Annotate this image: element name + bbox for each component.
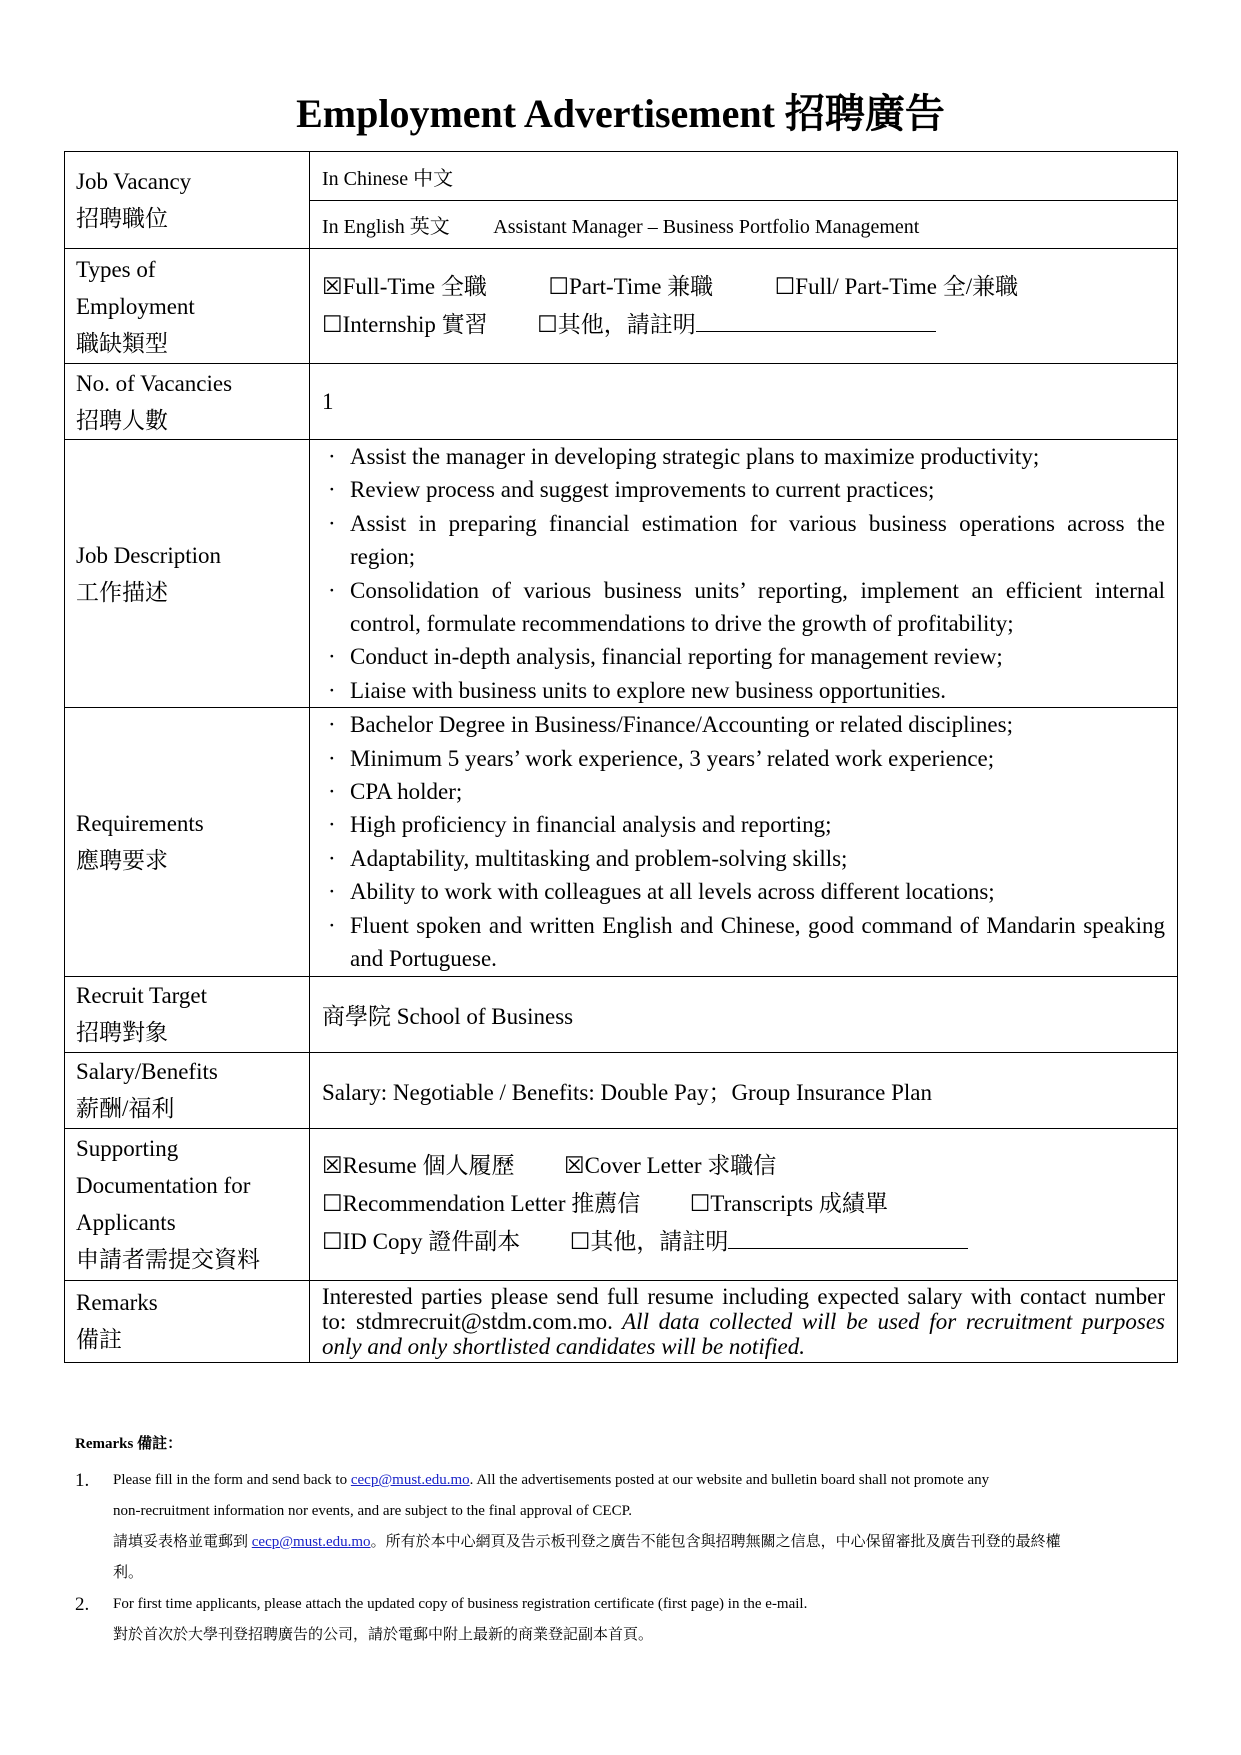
vacancies-label: [65, 364, 310, 440]
page-title: Employment Advertisement 招聘廣告: [296, 91, 945, 136]
documentation-label: [65, 1128, 310, 1280]
job-description-content: [310, 440, 1178, 708]
documentation-label-en-1: Supporting: [76, 1136, 179, 1161]
list-item: · Conduct in-depth analysis, financial reporting for management review;: [328, 644, 1003, 670]
in-chinese-label: In Chinese 中文: [322, 167, 454, 190]
job-vacancy-label-en: Job Vacancy: [76, 169, 192, 194]
recruit-target-label: [65, 976, 310, 1052]
salary-label-zh: 薪酬/福利: [76, 1096, 175, 1121]
documentation-label-zh: 申請者需提交資料: [76, 1247, 260, 1272]
vacancies-value: 1: [310, 364, 1178, 440]
remarks-label: [65, 1280, 310, 1362]
footer-heading: Remarks 備註：: [75, 1436, 183, 1452]
list-item: · Adaptability, multitasking and problem-solving skills;: [328, 845, 848, 871]
transcripts-checkbox[interactable]: ☐Transcripts 成績單: [689, 1191, 888, 1216]
other-document-checkbox[interactable]: ☐其他，請註明: [569, 1229, 729, 1254]
note-1-zh-c: 利。: [113, 1565, 144, 1581]
part-time-checkbox[interactable]: ☐Part-Time 兼職: [548, 274, 714, 299]
vacancies-label-en: No. of Vacancies: [76, 370, 233, 396]
note-1-text-c: non-recruitment information nor events, and are subject to the final approval of CECP.: [113, 1503, 633, 1519]
note-1-text-a: Please fill in the form and send back to: [113, 1472, 351, 1488]
list-item: · Assist in preparing financial estimation for various business operations across the region;: [328, 510, 1165, 570]
recommendation-letter-checkbox[interactable]: ☐Recommendation Letter 推薦信: [322, 1191, 641, 1216]
list-item: · CPA holder;: [328, 779, 463, 805]
other-type-checkbox[interactable]: ☐其他，請註明: [537, 312, 696, 337]
recruit-email: stdmrecruit@stdm.com.mo.: [355, 1308, 613, 1334]
remarks-text: Interested parties please send full resume including expected salary with contact number to:: [322, 1283, 1165, 1334]
cecp-email-link-zh[interactable]: cecp@must.edu.mo: [251, 1534, 371, 1550]
requirements-label-en: Requirements: [76, 810, 204, 836]
documentation-label-en-3: Applicants: [76, 1210, 176, 1235]
list-item: · High proficiency in financial analysis and reporting;: [328, 812, 832, 838]
job-vacancy-label: [65, 152, 310, 249]
recruit-target-label-en: Recruit Target: [76, 983, 208, 1008]
requirements-label-zh: 應聘要求: [76, 847, 168, 873]
list-item: · Assist the manager in developing strategic plans to maximize productivity;: [328, 444, 1040, 469]
job-description-label-zh: 工作描述: [76, 579, 168, 605]
salary-value: Salary: Negotiable / Benefits: Double Pay；Group Insurance Plan: [310, 1052, 1178, 1128]
employment-type-label-en-1: Types of: [76, 256, 156, 282]
employment-type-options: [310, 249, 1178, 364]
full-time-checkbox[interactable]: ☒Full-Time 全職: [322, 274, 487, 299]
id-copy-checkbox[interactable]: ☐ID Copy 證件副本: [322, 1229, 521, 1254]
salary-label-en: Salary/Benefits: [76, 1059, 218, 1084]
documentation-label-en-2: Documentation for: [76, 1173, 251, 1198]
note-1-zh-a: 請填妥表格並電郵到: [113, 1534, 252, 1550]
note-2-text: For first time applicants, please attach the updated copy of business registration certificate (first page) in the e-mail.: [113, 1596, 808, 1612]
full-part-time-checkbox[interactable]: ☐Full/ Part-Time 全/兼職: [774, 274, 1019, 299]
employment-type-label-en-2: Employment: [76, 293, 195, 319]
other-type-input[interactable]: [696, 307, 936, 332]
recruit-target-label-zh: 招聘對象: [76, 1020, 168, 1045]
documentation-options: [310, 1128, 1178, 1280]
job-description-label: [65, 440, 310, 708]
requirements-content: [310, 708, 1178, 976]
in-english-value: Assistant Manager – Business Portfolio Management: [493, 216, 920, 238]
note-1-text-b: . All the advertisements posted at our website and bulletin board shall not promote any: [469, 1472, 990, 1488]
internship-checkbox[interactable]: ☐Internship 實習: [322, 312, 488, 337]
privacy-note: All data collected will be used for recruitment purposes only and only shortlisted candidates will be notified.: [322, 1308, 1166, 1359]
list-item: · Liaise with business units to explore new business opportunities.: [328, 677, 947, 703]
employment-type-label: [65, 249, 310, 364]
remarks-label-en: Remarks: [76, 1290, 158, 1315]
list-item: · Review process and suggest improvements to current practices;: [328, 477, 935, 503]
footer-notes: [75, 1432, 1175, 1651]
requirements-label: [65, 708, 310, 976]
job-description-label-en: Job Description: [76, 542, 222, 568]
note-1-zh-b: 。所有於本中心網頁及告示板刊登之廣告不能包含與招聘無關之信息，中心保留審批及廣告刊登的最終權: [370, 1534, 1061, 1550]
employment-type-label-zh: 職缺類型: [76, 330, 168, 356]
list-item: · Ability to work with colleagues at all levels across different locations;: [328, 879, 995, 905]
note-2-zh: 對於首次於大學刊登招聘廣告的公司，請於電郵中附上最新的商業登記副本首頁。: [113, 1627, 654, 1643]
resume-checkbox[interactable]: ☒Resume 個人履歷: [322, 1153, 515, 1178]
remarks-label-zh: 備註: [76, 1327, 122, 1352]
in-english-label: In English 英文: [322, 216, 450, 238]
list-item: · Minimum 5 years’ work experience, 3 years’ related work experience;: [328, 745, 995, 771]
note-2: [75, 1589, 1175, 1651]
other-document-input[interactable]: [728, 1224, 968, 1249]
salary-label: [65, 1052, 310, 1128]
note-1-number: 1.: [75, 1470, 90, 1491]
cover-letter-checkbox[interactable]: ☒Cover Letter 求職信: [563, 1153, 777, 1178]
note-2-number: 2.: [75, 1594, 90, 1615]
list-item: · Fluent spoken and written English and Chinese, good command of Mandarin speaking and Portuguese.: [328, 912, 1165, 972]
cecp-email-link[interactable]: cecp@must.edu.mo: [350, 1472, 470, 1488]
recruit-target-value: 商學院 School of Business: [310, 976, 1178, 1052]
remarks-content: [310, 1280, 1178, 1362]
job-vacancy-chinese-field[interactable]: [310, 152, 1178, 201]
job-vacancy-english-field[interactable]: [310, 201, 1178, 249]
vacancies-label-zh: 招聘人數: [76, 407, 168, 433]
list-item: · Bachelor Degree in Business/Finance/Accounting or related disciplines;: [328, 712, 1013, 738]
advertisement-form: [64, 151, 1178, 1363]
job-vacancy-label-zh: 招聘職位: [76, 206, 168, 231]
note-1: [75, 1465, 1175, 1589]
list-item: · Consolidation of various business units’ reporting, implement an efficient internal control, formulate recommendations to drive the growth of profitability;: [328, 577, 1165, 637]
